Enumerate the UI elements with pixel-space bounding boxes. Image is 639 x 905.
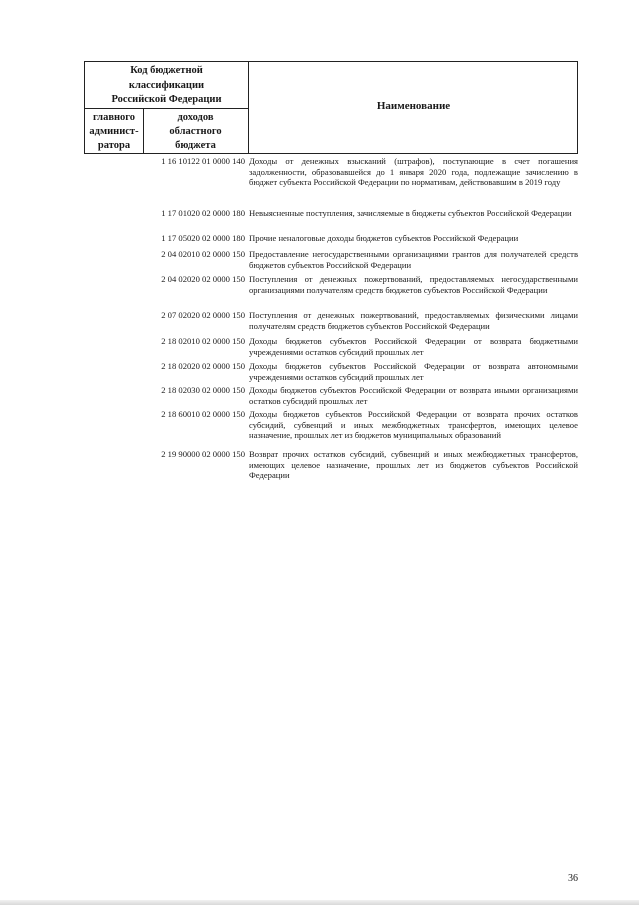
header-admin-line: главного (92, 112, 136, 123)
header-admin-column (85, 111, 143, 153)
row-code: 2 18 02030 02 0000 150 (161, 385, 245, 395)
row-name: Доходы бюджетов субъектов Российской Федерации от возврата иными организациями остатков субсидий прошлых лет (249, 385, 578, 406)
header-kbk-line: Код бюджетной (130, 65, 203, 76)
row-code: 1 16 10122 01 0000 140 (161, 156, 245, 166)
header-income-line: доходов (177, 112, 214, 123)
row-name: Доходы от денежных взысканий (штрафов), поступающие в счет погашения задолженности, образовавшейся до 1 января 2020 года, подлежащие зачислению в бюджет субъекта Российской Федерации по нормативам, действовавшим в 2019 году (249, 156, 578, 188)
row-name: Доходы бюджетов субъектов Российской Федерации от возврата прочих остатков субсидий, субвенций и иных межбюджетных трансфертов, имеющих целевое назначение, прошлых лет из бюджетов муниципальных образований (249, 409, 578, 441)
page-number: 36 (568, 873, 578, 884)
row-code: 2 07 02020 02 0000 150 (161, 310, 245, 320)
row-name: Поступления от денежных пожертвований, предоставляемых негосударственными организациями получателям средств бюджетов субъектов Российской Федерации (249, 274, 578, 295)
header-income-column (143, 111, 248, 153)
header-income-line: областного (169, 126, 222, 137)
row-code: 2 04 02020 02 0000 150 (161, 274, 245, 284)
row-code: 2 04 02010 02 0000 150 (161, 249, 245, 259)
header-name-column: Наименование (376, 100, 451, 112)
row-code: 1 17 01020 02 0000 180 (161, 208, 245, 218)
row-name: Прочие неналоговые доходы бюджетов субъектов Российской Федерации (249, 233, 519, 243)
row-code: 2 18 60010 02 0000 150 (161, 409, 245, 419)
row-name: Доходы бюджетов субъектов Российской Федерации от возврата автономными учреждениями остатков субсидий прошлых лет (249, 361, 578, 382)
header-kbk-line: классификации (128, 79, 205, 91)
table-header (84, 61, 578, 154)
header-admin-line: админист- (89, 126, 139, 137)
header-income-line: бюджета (175, 140, 216, 151)
row-name: Доходы бюджетов субъектов Российской Федерации от возврата бюджетными учреждениями остатков субсидий прошлых лет (249, 336, 578, 357)
scan-edge (0, 900, 639, 905)
row-name: Невыясненные поступления, зачисляемые в бюджеты субъектов Российской Федерации (249, 208, 572, 218)
row-code: 2 18 02020 02 0000 150 (161, 361, 245, 371)
row-code: 1 17 05020 02 0000 180 (161, 233, 245, 243)
row-name: Предоставление негосударственными организациями грантов для получателей средств бюджетов субъектов Российской Федерации (249, 249, 578, 270)
header-admin-line: ратора (97, 140, 131, 151)
row-code: 2 18 02010 02 0000 150 (161, 336, 245, 346)
header-divider-horizontal (85, 108, 248, 109)
header-kbk-line: Российской Федерации (111, 94, 222, 105)
header-kbk-title (85, 64, 248, 108)
row-name: Возврат прочих остатков субсидий, субвенций и иных межбюджетных трансфертов, имеющих целевое назначение, прошлых лет из бюджетов субъектов Российской Федерации (249, 449, 578, 481)
row-code: 2 19 90000 02 0000 150 (161, 449, 245, 459)
row-name: Поступления от денежных пожертвований, предоставляемых физическими лицами получателям средств бюджетов субъектов Российской Федерации (249, 310, 578, 331)
